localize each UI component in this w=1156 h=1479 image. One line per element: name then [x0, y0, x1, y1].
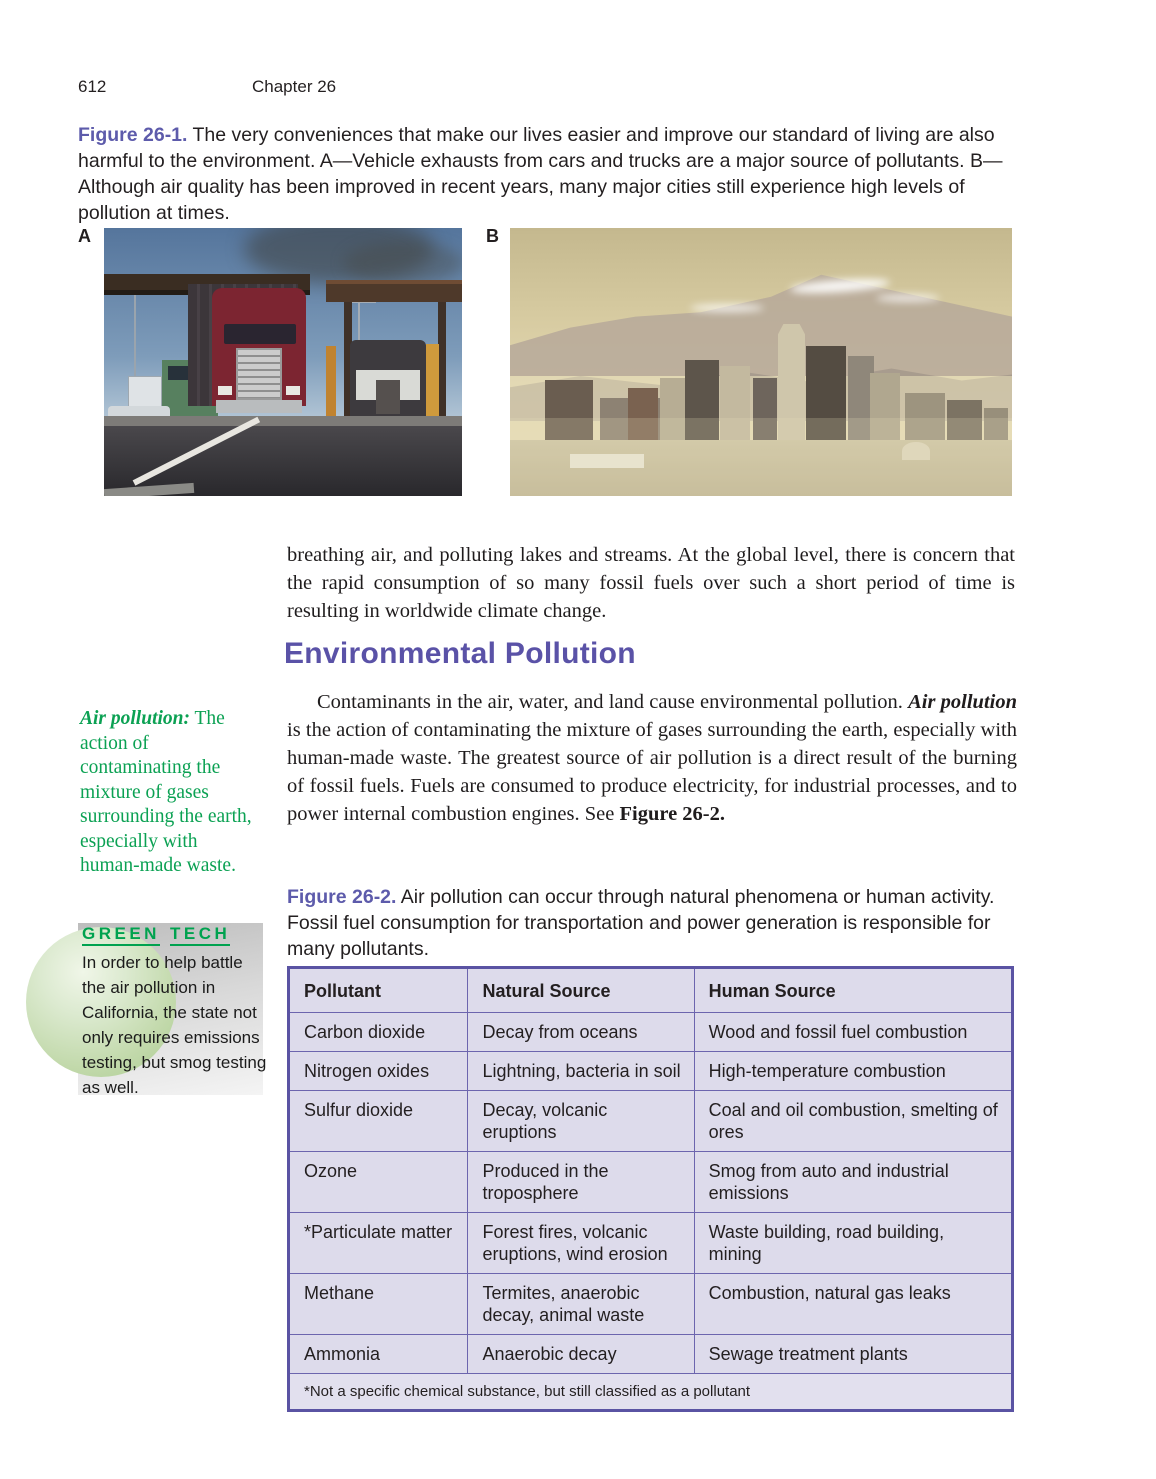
figure-26-2-label: Figure 26-2. — [287, 886, 397, 908]
table-cell: Sulfur dioxide — [289, 1091, 468, 1152]
figure-a-photo-toll-plaza — [104, 228, 462, 496]
table-cell: Anaerobic decay — [468, 1335, 694, 1374]
truck-grille — [236, 348, 282, 400]
table-cell: Decay, volcanic eruptions — [468, 1091, 694, 1152]
table-footnote: *Not a specific chemical substance, but still classified as a pollutant — [289, 1374, 1013, 1411]
margin-definition-text: The action of contaminating the mixture of gases surrounding the earth, especially with human-made waste. — [80, 708, 252, 876]
table-row — [289, 1013, 1013, 1052]
green-tech-title-word2: TECH — [170, 924, 230, 946]
para2-figure-reference: Figure 26-2. — [619, 803, 726, 825]
haze-overlay — [510, 418, 1012, 496]
section-heading: Environmental Pollution — [284, 637, 636, 670]
table-row — [289, 1152, 1013, 1213]
margin-definition — [80, 707, 261, 879]
para2-text: is the action of contaminating the mixture of gases surrounding the earth, especially with human-made waste. The greatest source of air pollution is a direct result of the burning of fossil fuels. Fuels are consumed to produce electricity, for industrial processes, and to power internal combustion engines. See — [287, 719, 1017, 825]
table-cell: Lightning, bacteria in soil — [468, 1052, 694, 1091]
page-number: 612 — [78, 77, 107, 96]
truck-bumper — [216, 400, 302, 413]
snow-cap — [690, 304, 764, 312]
body-paragraph-2 — [287, 688, 1017, 828]
table-cell: Sewage treatment plants — [694, 1335, 1012, 1374]
column-header-pollutant: Pollutant — [289, 968, 468, 1013]
table-cell: Decay from oceans — [468, 1013, 694, 1052]
table-cell: Termites, anaerobic decay, animal waste — [468, 1274, 694, 1335]
green-tech-title-word1: GREEN — [82, 924, 160, 946]
table-cell: Carbon dioxide — [289, 1013, 468, 1052]
para2-key-term: Air pollution — [908, 691, 1018, 713]
snow-cap — [876, 294, 940, 302]
table-cell: Wood and fossil fuel combustion — [694, 1013, 1012, 1052]
table-row — [289, 1091, 1013, 1152]
table-cell: Nitrogen oxides — [289, 1052, 468, 1091]
table-header-row — [289, 968, 1013, 1013]
column-header-natural-source: Natural Source — [468, 968, 694, 1013]
table-cell: Combustion, natural gas leaks — [694, 1274, 1012, 1335]
photo-b-label: B — [486, 226, 499, 246]
figure-26-2-caption-text: Air pollution can occur through natural phenomena or human activity. Fossil fuel consumption for transportation and power generation is responsible for many pollutants. — [287, 886, 995, 960]
table-cell: Waste building, road building, mining — [694, 1213, 1012, 1274]
figure-26-2-caption — [287, 884, 1023, 962]
table-cell: Forest fires, volcanic eruptions, wind erosion — [468, 1213, 694, 1274]
table-row — [289, 1213, 1013, 1274]
table-cell: High-temperature combustion — [694, 1052, 1012, 1091]
exhaust-smoke — [344, 242, 462, 284]
table-cell: Smog from auto and industrial emissions — [694, 1152, 1012, 1213]
photo-a-label: A — [78, 226, 91, 246]
table-cell: Produced in the troposphere — [468, 1152, 694, 1213]
toll-canopy-post — [438, 302, 446, 422]
toll-canopy-right — [326, 280, 462, 302]
margin-definition-term: Air pollution: — [80, 708, 190, 729]
column-header-human-source: Human Source — [694, 968, 1012, 1013]
truck-headlight — [286, 386, 300, 395]
figure-26-1-caption — [78, 122, 1020, 226]
table-cell: Ammonia — [289, 1335, 468, 1374]
right-truck-grille — [376, 380, 400, 414]
light-pole — [134, 284, 136, 384]
green-tech-body: In order to help battle the air pollution in California, the state not only requires emissions testing, but smog testing as well. — [82, 953, 267, 1097]
pollutant-sources-table — [287, 966, 1014, 1412]
table-row — [289, 1335, 1013, 1374]
truck-windshield — [224, 324, 296, 344]
table-row — [289, 1274, 1013, 1335]
figure-b-photo-city-skyline — [510, 228, 1012, 496]
table-cell: Methane — [289, 1274, 468, 1335]
figure-26-1-label: Figure 26-1. — [78, 124, 188, 146]
chapter-running-head: Chapter 26 — [252, 77, 337, 96]
table-row — [289, 1052, 1013, 1091]
far-mountains — [510, 266, 1012, 376]
truck-headlight — [218, 386, 232, 395]
figure-26-1-caption-text: The very conveniences that make our lives easier and improve our standard of living are also harmful to the environment. A—Vehicle exhausts from cars and trucks are a major source of pollutants. B—Although air quality has been improved in recent years, many major cities still experience high levels of pollution at times. — [78, 124, 1003, 224]
table-cell: Coal and oil combustion, smelting of ores — [694, 1091, 1012, 1152]
green-tech-title — [82, 924, 230, 944]
body-paragraph-1: breathing air, and polluting lakes and streams. At the global level, there is concern that the rapid consumption of so many fossil fuels over such a short period of time is resulting in worldwide climate change. — [287, 544, 1015, 622]
para2-text: Contaminants in the air, water, and land cause environmental pollution. — [317, 691, 909, 713]
table-footnote-row — [289, 1374, 1013, 1411]
table-cell: *Particulate matter — [289, 1213, 468, 1274]
table-cell: Ozone — [289, 1152, 468, 1213]
